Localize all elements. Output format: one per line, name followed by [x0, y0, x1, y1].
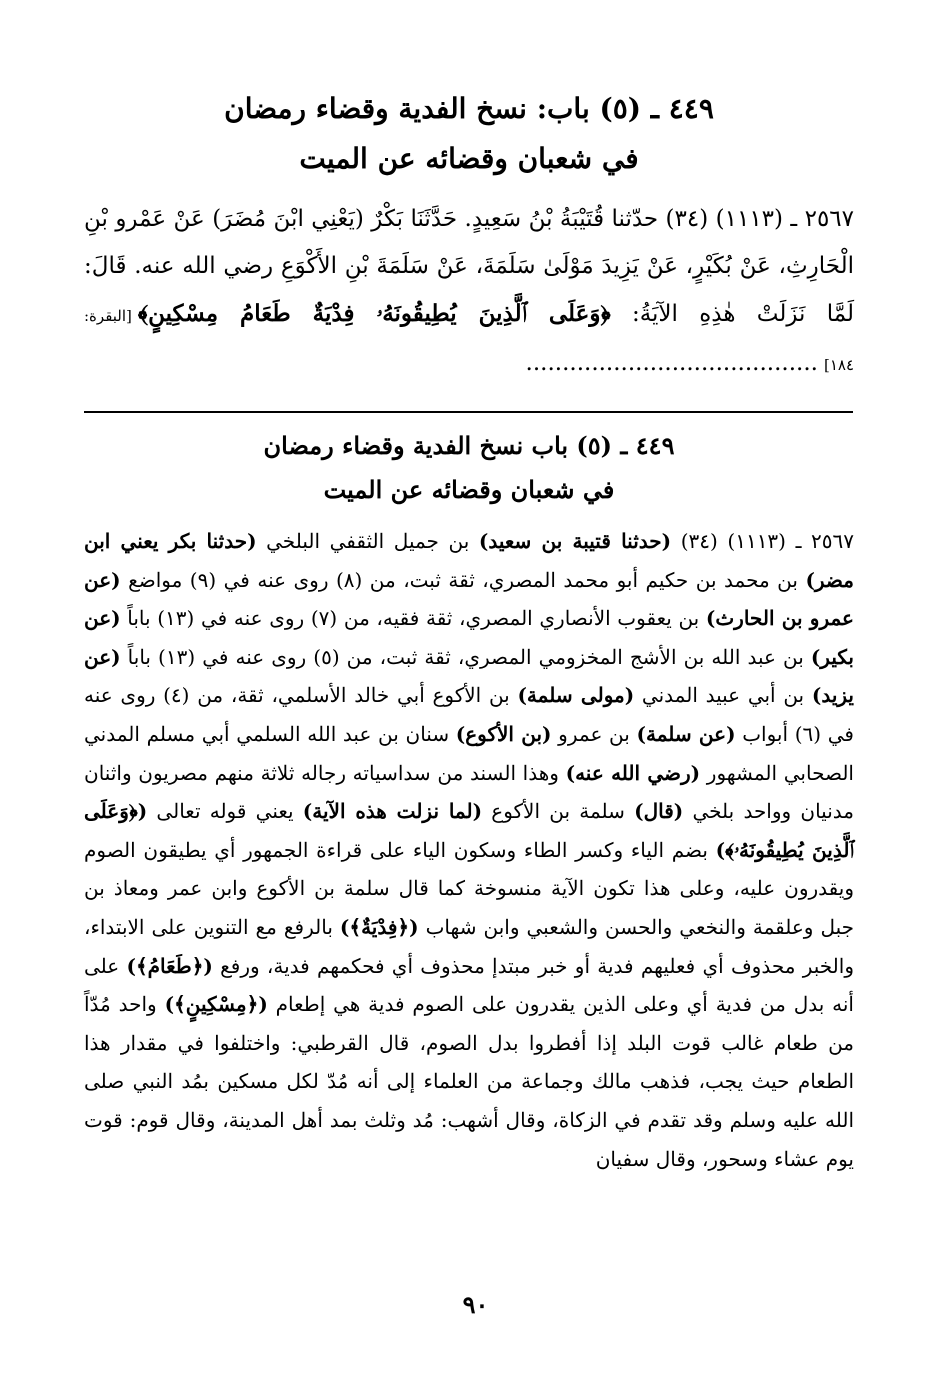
quran-verse: ﴿وَعَلَى ٱلَّذِينَ يُطِيقُونَهُۥ فِدْيَةٌ طَعَامُ مِسْكِينٍ﴾ [137, 300, 611, 327]
sharh-text: بن يعقوب الأنصاري المصري، ثقة فقيه، من (٧) روى عنه في (١٣) باباً [120, 606, 706, 631]
sharh-text: على أنه بدل من فدية أي وعلى الذين يقدرون على الصوم فدية هي إطعام [84, 953, 854, 1017]
quoted-text: (عن يزيد) [84, 644, 854, 708]
commentary-heading-line-2: في شعبان وقضائه عن الميت [323, 475, 615, 504]
sharh-section [84, 424, 854, 1198]
quoted-text: (بن الأكوع) [455, 721, 552, 746]
sharh-text: سنان بن عبد الله السلمي أبي مسلم المدني الصحابي المشهور [84, 721, 854, 785]
sharh-text: بضم الياء وكسر الطاء وسكون الياء على قراءة الجمهور أي يطيقون الصوم ويقدرون عليه، وعلى هذا تكون الآية منسوخة كما قال سلمة بن الأكوع وابن عمر ومعاذ بن جبل وعلقمة والنخعي والحسن والشعبي وابن شهاب [84, 837, 855, 939]
section-divider [84, 411, 853, 413]
hadith-text [84, 196, 854, 389]
dotted-leader: ........................................ [525, 350, 818, 376]
commentary-heading-line-1: ٤٤٩ ـ (٥) باب نسخ الفدية وقضاء رمضان [263, 431, 675, 460]
sharh-text: بن عبد الله بن الأشج المخزومي المصري، ثقة ثبت، من (٥) روى عنه في (١٣) باباً [120, 644, 811, 669]
sharh-text: سلمة بن الأكوع [482, 799, 635, 824]
quoted-text: (﴿فِدْيَةٌ﴾) [339, 914, 419, 939]
sharh-text: واحد مُدّاً من طعام غالب قوت البلد إذا أفطروا بدل الصوم، قال القرطبي: واختلفوا في مقدار هذا الطعام حيث يجب، فذهب مالك وجماعة من العلماء إلى أنه مُدّ لكل مسكين بمُد النبي صلى الله عليه وسلم وقد تقدم في الزكاة، وقال أشهب: مُد وثلث بمد أهل المدينة، وقال قوم: قوت يوم عشاء وسحور، وقال سفيان [84, 992, 854, 1171]
chapter-heading-line-2: في شعبان وقضائه عن الميت [299, 142, 639, 175]
quoted-text: (رضي الله عنه) [565, 760, 701, 785]
quoted-text: (﴿طَعَامُ﴾) [126, 953, 213, 978]
quoted-text: (مولى سلمة) [517, 683, 635, 708]
matn-section [84, 84, 854, 412]
quoted-text: (﴿وَعَلَى ٱلَّذِينَ يُطِيقُونَهُۥ﴾) [84, 799, 855, 862]
quoted-text: (قال) [634, 799, 684, 824]
chapter-heading-line-1: ٤٤٩ ـ (٥) باب: نسخ الفدية وقضاء رمضان [224, 92, 714, 125]
quoted-text: (عن بكير) [84, 606, 854, 669]
quoted-text: (عن عمرو بن الحارث) [84, 567, 854, 631]
quoted-text: (حدثنا بكر يعني ابن مضر) [84, 529, 854, 592]
page-number: ٩٠ [462, 1290, 489, 1319]
quoted-text: (﴿مِسْكِينٍ﴾) [164, 992, 268, 1017]
sharh-text: بن عمرو [551, 721, 637, 746]
chapter-heading [84, 84, 854, 184]
sharh-text: يعني قوله تعالى [147, 799, 303, 824]
sharh-text: بالرفع مع التنوين على الابتداء، والخبر محذوف أي فعليهم فدية أو خبر مبتدإ محذوف أي فحكمهم فدية، ورفع [84, 914, 854, 978]
quoted-text: (لما نزلت هذه الآية) [302, 799, 483, 824]
quoted-text: (حدثنا قتيبة بن سعيد) [478, 529, 672, 553]
quoted-text: (عن سلمة) [636, 721, 736, 746]
sharh-text: وهذا السند من سداسياته رجاله ثلاثة منهم مصريون واثنان مدنيان وواحد بلخي [84, 760, 854, 824]
verse-reference: [البقرة: ١٨٤] [84, 307, 854, 374]
commentary-text [84, 522, 854, 1178]
hadith-isnad: ٢٥٦٧ ـ (١١١٣) (٣٤) حدّثنا قُتَيْبَةُ بْنُ سَعِيدٍ. حَدَّثَنَا بَكْرٌ (يَعْنِي ابْنَ مُضَرَ) عَنْ عَمْرو بْنِ الْحَارِثِ، عَنْ بُكَيْرٍ، عَنْ يَزِيدَ مَوْلَىٰ سَلَمَةَ، عَنْ سَلَمَةَ بْنِ الأَكْوَعِ رضي الله عنه. قَالَ: لَمَّا نَزَلَتْ هٰذِهِ الآيَةُ: [84, 206, 855, 327]
sharh-text: بن محمد بن حكيم أبو محمد المصري، ثقة ثبت، من (٨) روى عنه في (٩) مواضع [120, 567, 806, 592]
sharh-text: بن جميل الثقفي البلخي [256, 529, 479, 553]
sharh-text: بن الأكوع أبي خالد الأسلمي، ثقة، من (٤) روى عنه في (٦) أبواب [84, 683, 854, 746]
commentary-heading [84, 424, 854, 512]
sharh-text: ٢٥٦٧ ـ (١١١٣) (٣٤) [671, 529, 854, 553]
sharh-text: بن أبي عبيد المدني [634, 683, 812, 708]
